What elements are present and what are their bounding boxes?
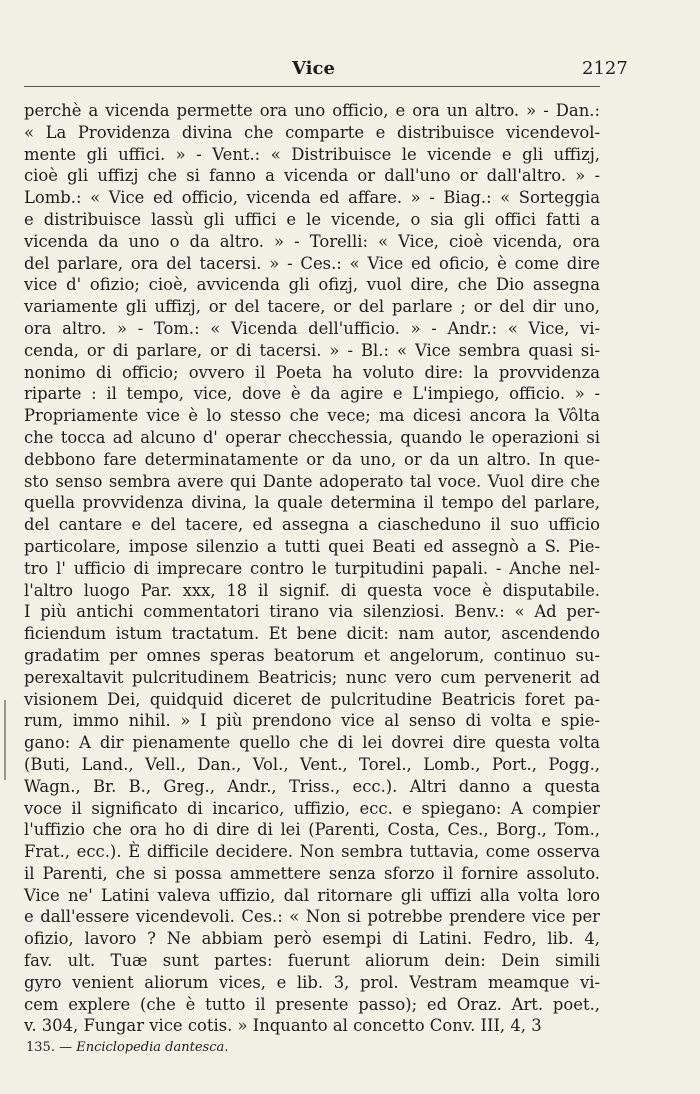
text-line: quella provvidenza divina, la quale determina il tempo del parlare, [24, 493, 600, 513]
page-number: 2127 [582, 58, 628, 79]
text-line: il Parenti, che si possa ammettere senza sforzo il fornire assoluto. [24, 863, 600, 883]
text-line: Vice ne' Latini valeva uffizio, dal ritornare gli uffizi alla volta loro [24, 885, 600, 905]
text-line: cioè gli uffizj che si fanno a vicenda or dall'uno or dall'altro. » - [24, 166, 600, 186]
entry-headword: Vice [292, 58, 335, 79]
text-line: e distribuisce lassù gli uffici e le vicende, o sia gli offici fatti a [24, 209, 600, 229]
body-text [24, 100, 600, 1037]
text-line: vice d' ofizio; cioè, avvicenda gli ofizj, vuol dire, che Dio assegna [24, 275, 600, 295]
text-line: che tocca ad alcuno d' operar checchessia, quando le operazioni si [24, 427, 600, 447]
text-line: riparte : il tempo, vice, dove è da agire e L'impiego, officio. » - [24, 384, 600, 404]
text-line: nonimo di officio; ovvero il Poeta ha voluto dire: la provvidenza [24, 362, 600, 382]
text-line: Frat., ecc.). È difficile decidere. Non sembra tuttavia, come osserva [24, 842, 600, 862]
footer-signature [26, 1040, 228, 1055]
text-line: gyro venient aliorum vices, e lib. 3, prol. Vestram meamque vi- [24, 972, 600, 992]
binding-mark [4, 700, 6, 780]
text-line: ora altro. » - Tom.: « Vicenda dell'ufficio. » - Andr.: « Vice, vi- [24, 318, 600, 338]
text-line: Propriamente vice è lo stesso che vece; ma dicesi ancora la Vôlta [24, 406, 600, 426]
text-line: visionem Dei, quidquid diceret de pulcritudine Beatricis foret pa- [24, 689, 600, 709]
text-line: (Buti, Land., Vell., Dan., Vol., Vent., Torel., Lomb., Port., Pogg., [24, 754, 600, 774]
text-line: cem explere (che è tutto il presente passo); ed Oraz. Art. poet., [24, 994, 600, 1014]
header-rule [24, 86, 600, 87]
text-line: ficiendum istum tractatum. Et bene dicit: nam autor, ascendendo [24, 624, 600, 644]
text-line: particolare, impose silenzio a tutti quei Beati ed assegnò a S. Pie- [24, 536, 600, 556]
text-line: variamente gli uffizj, or del tacere, or del parlare ; or del dir uno, [24, 297, 600, 317]
text-line: perexaltavit pulcritudinem Beatricis; nunc vero cum pervenerit ad [24, 667, 600, 687]
work-title: Enciclopedia dantesca. [76, 1040, 229, 1055]
text-line: gano: A dir pienamente quello che di lei dovrei dire questa volta [24, 733, 600, 753]
signature-number: 135. — [26, 1040, 73, 1055]
text-line: rum, immo nihil. » I più prendono vice al senso di volta e spie- [24, 711, 600, 731]
text-line: tro l' ufficio di imprecare contro le turpitudini papali. - Anche nel- [24, 558, 600, 578]
text-line: v. 304, Fungar vice cotis. » Inquanto al concetto Conv. III, 4, 3 [24, 1016, 542, 1036]
text-line: debbono fare determinatamente or da uno, or da un altro. In que- [24, 449, 600, 469]
text-line: voce il significato di incarico, uffizio, ecc. e spiegano: A compier [24, 798, 600, 818]
text-line: ofizio, lavoro ? Ne abbiam però esempi di Latini. Fedro, lib. 4, [24, 929, 600, 949]
text-line: Lomb.: « Vice ed officio, vicenda ed affare. » - Biag.: « Sorteggia [24, 188, 600, 208]
running-header [24, 58, 628, 84]
text-line: perchè a vicenda permette ora uno officio, e ora un altro. » - Dan.: [24, 101, 600, 120]
text-line: del parlare, ora del tacersi. » - Ces.: « Vice ed oficio, è come dire [24, 253, 600, 273]
text-line: vicenda da uno o da altro. » - Torelli: « Vice, cioè vicenda, ora [24, 231, 600, 251]
text-line: cenda, or di parlare, or di tacersi. » - Bl.: « Vice sembra quasi si- [24, 340, 600, 360]
text-line: e dall'essere vicendevoli. Ces.: « Non si potrebbe prendere vice per [24, 907, 600, 927]
text-line: l'altro luogo Par. xxx, 18 il signif. di questa voce è disputabile. [24, 580, 600, 600]
text-line: I più antichi commentatori tirano via silenziosi. Benv.: « Ad per- [24, 602, 600, 622]
text-line: mente gli uffici. » - Vent.: « Distribuisce le vicende e gli uffizj, [24, 144, 600, 164]
text-line: Wagn., Br. B., Greg., Andr., Triss., ecc.). Altri danno a questa [24, 776, 600, 796]
text-line: gradatim per omnes speras beatorum et angelorum, continuo su- [24, 645, 600, 665]
text-line: fav. ult. Tuæ sunt partes: fuerunt aliorum dein: Dein simili [24, 951, 600, 971]
text-line: sto senso sembra avere qui Dante adoperato tal voce. Vuol dire che [24, 471, 600, 491]
text-line: l'uffizio che ora ho di dire di lei (Parenti, Costa, Ces., Borg., Tom., [24, 820, 600, 840]
text-line: « La Providenza divina che comparte e distribuisce vicendevol- [24, 122, 600, 142]
text-line: del cantare e del tacere, ed assegna a ciascheduno il suo ufficio [24, 515, 600, 535]
